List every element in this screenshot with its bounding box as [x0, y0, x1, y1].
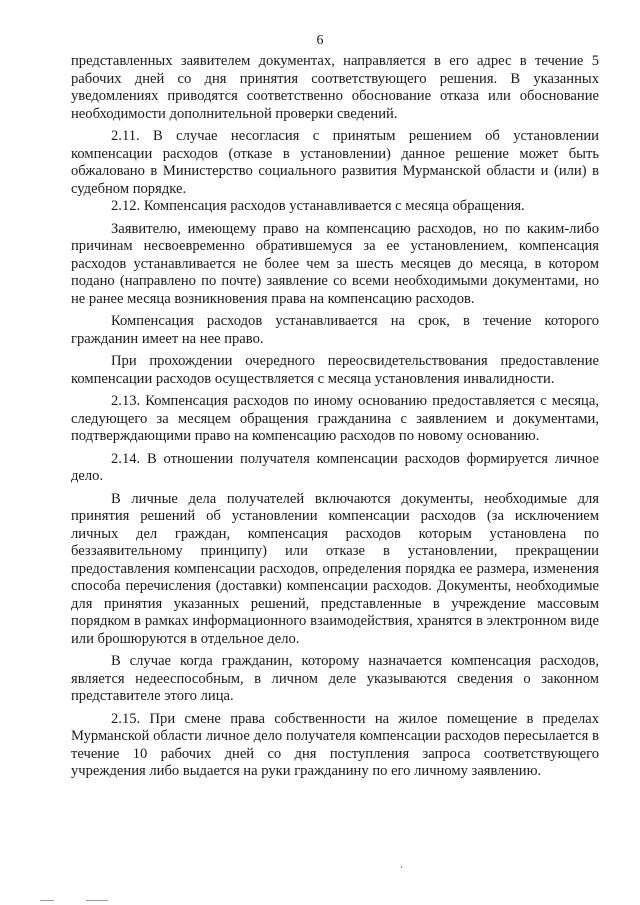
paragraph-2-11: 2.11. В случае несогласия с принятым решением об установлении компенсации расходов (отказе в установлении) данное решение может быть обжаловано в Министерство социального развития Мурманской области и (или) в судебном порядке.	[71, 128, 599, 197]
scan-edge-mark-left	[40, 900, 54, 901]
document-body	[71, 53, 599, 781]
paragraph-notification-continuation: представленных заявителем документах, направляется в его адрес в течение 5 рабочих дней со дня принятия соответствующего решения. В указанных уведомлениях приводятся соответственно обоснование отказа или обоснование необходимости дополнительной проверки сведений.	[71, 53, 599, 122]
paragraph-late-application: Заявителю, имеющему право на компенсацию расходов, но по каким-либо причинам несвоевременно обратившемуся за ее установлением, компенсация расходов устанавливается не более чем за шесть месяцев до месяца, в котором подано (направлено по почте) заявление со всеми необходимыми документами, но не ранее месяца возникновения права на компенсацию расходов.	[71, 220, 599, 307]
paragraph-2-12: 2.12. Компенсация расходов устанавливается с месяца обращения.	[111, 198, 525, 214]
paragraph-2-14: 2.14. В отношении получателя компенсации расходов формируется личное дело.	[71, 450, 599, 484]
scan-speck	[401, 866, 402, 868]
paragraph-personal-files: В личные дела получателей включаются документы, необходимые для принятия решений об установлении компенсации расходов (за исключением личных дел граждан, компенсация расходов которым установлена по беззаявительному принципу) или отказе в установлении, прекращении предоставления компенсации расходов, определения порядка ее размера, изменения способа перечисления (доставки) компенсации расходов. Документы, необходимые для принятия указанных решений, представленные в учреждение массовым порядком в рамках информационного взаимодействия, хранятся в электронном виде или брошюруются в отдельное дело.	[71, 490, 599, 647]
page-number: 6	[316, 33, 324, 48]
paragraph-term: Компенсация расходов устанавливается на срок, в течение которого гражданин имеет на нее право.	[71, 313, 599, 347]
scan-edge-mark-center	[86, 900, 108, 901]
paragraph-re-examination: При прохождении очередного переосвидетельствования предоставление компенсации расходов осуществляется с месяца установления инвалидности.	[71, 353, 599, 387]
paragraph-2-15: 2.15. При смене права собственности на жилое помещение в пределах Мурманской области личное дело получателя компенсации расходов пересылается в течение 10 рабочих дней со дня поступления запроса соответствующего учреждения либо выдается на руки гражданину по его личному заявлению.	[71, 710, 599, 779]
paragraph-2-13: 2.13. Компенсация расходов по иному основанию предоставляется с месяца, следующего за месяцем обращения гражданина с заявлением и документами, подтверждающими право на компенсацию расходов по новому основанию.	[71, 393, 599, 444]
paragraph-incapacitated: В случае когда гражданин, которому назначается компенсация расходов, является недееспособным, в личном деле указываются сведения о законном представителе этого лица.	[71, 653, 599, 704]
